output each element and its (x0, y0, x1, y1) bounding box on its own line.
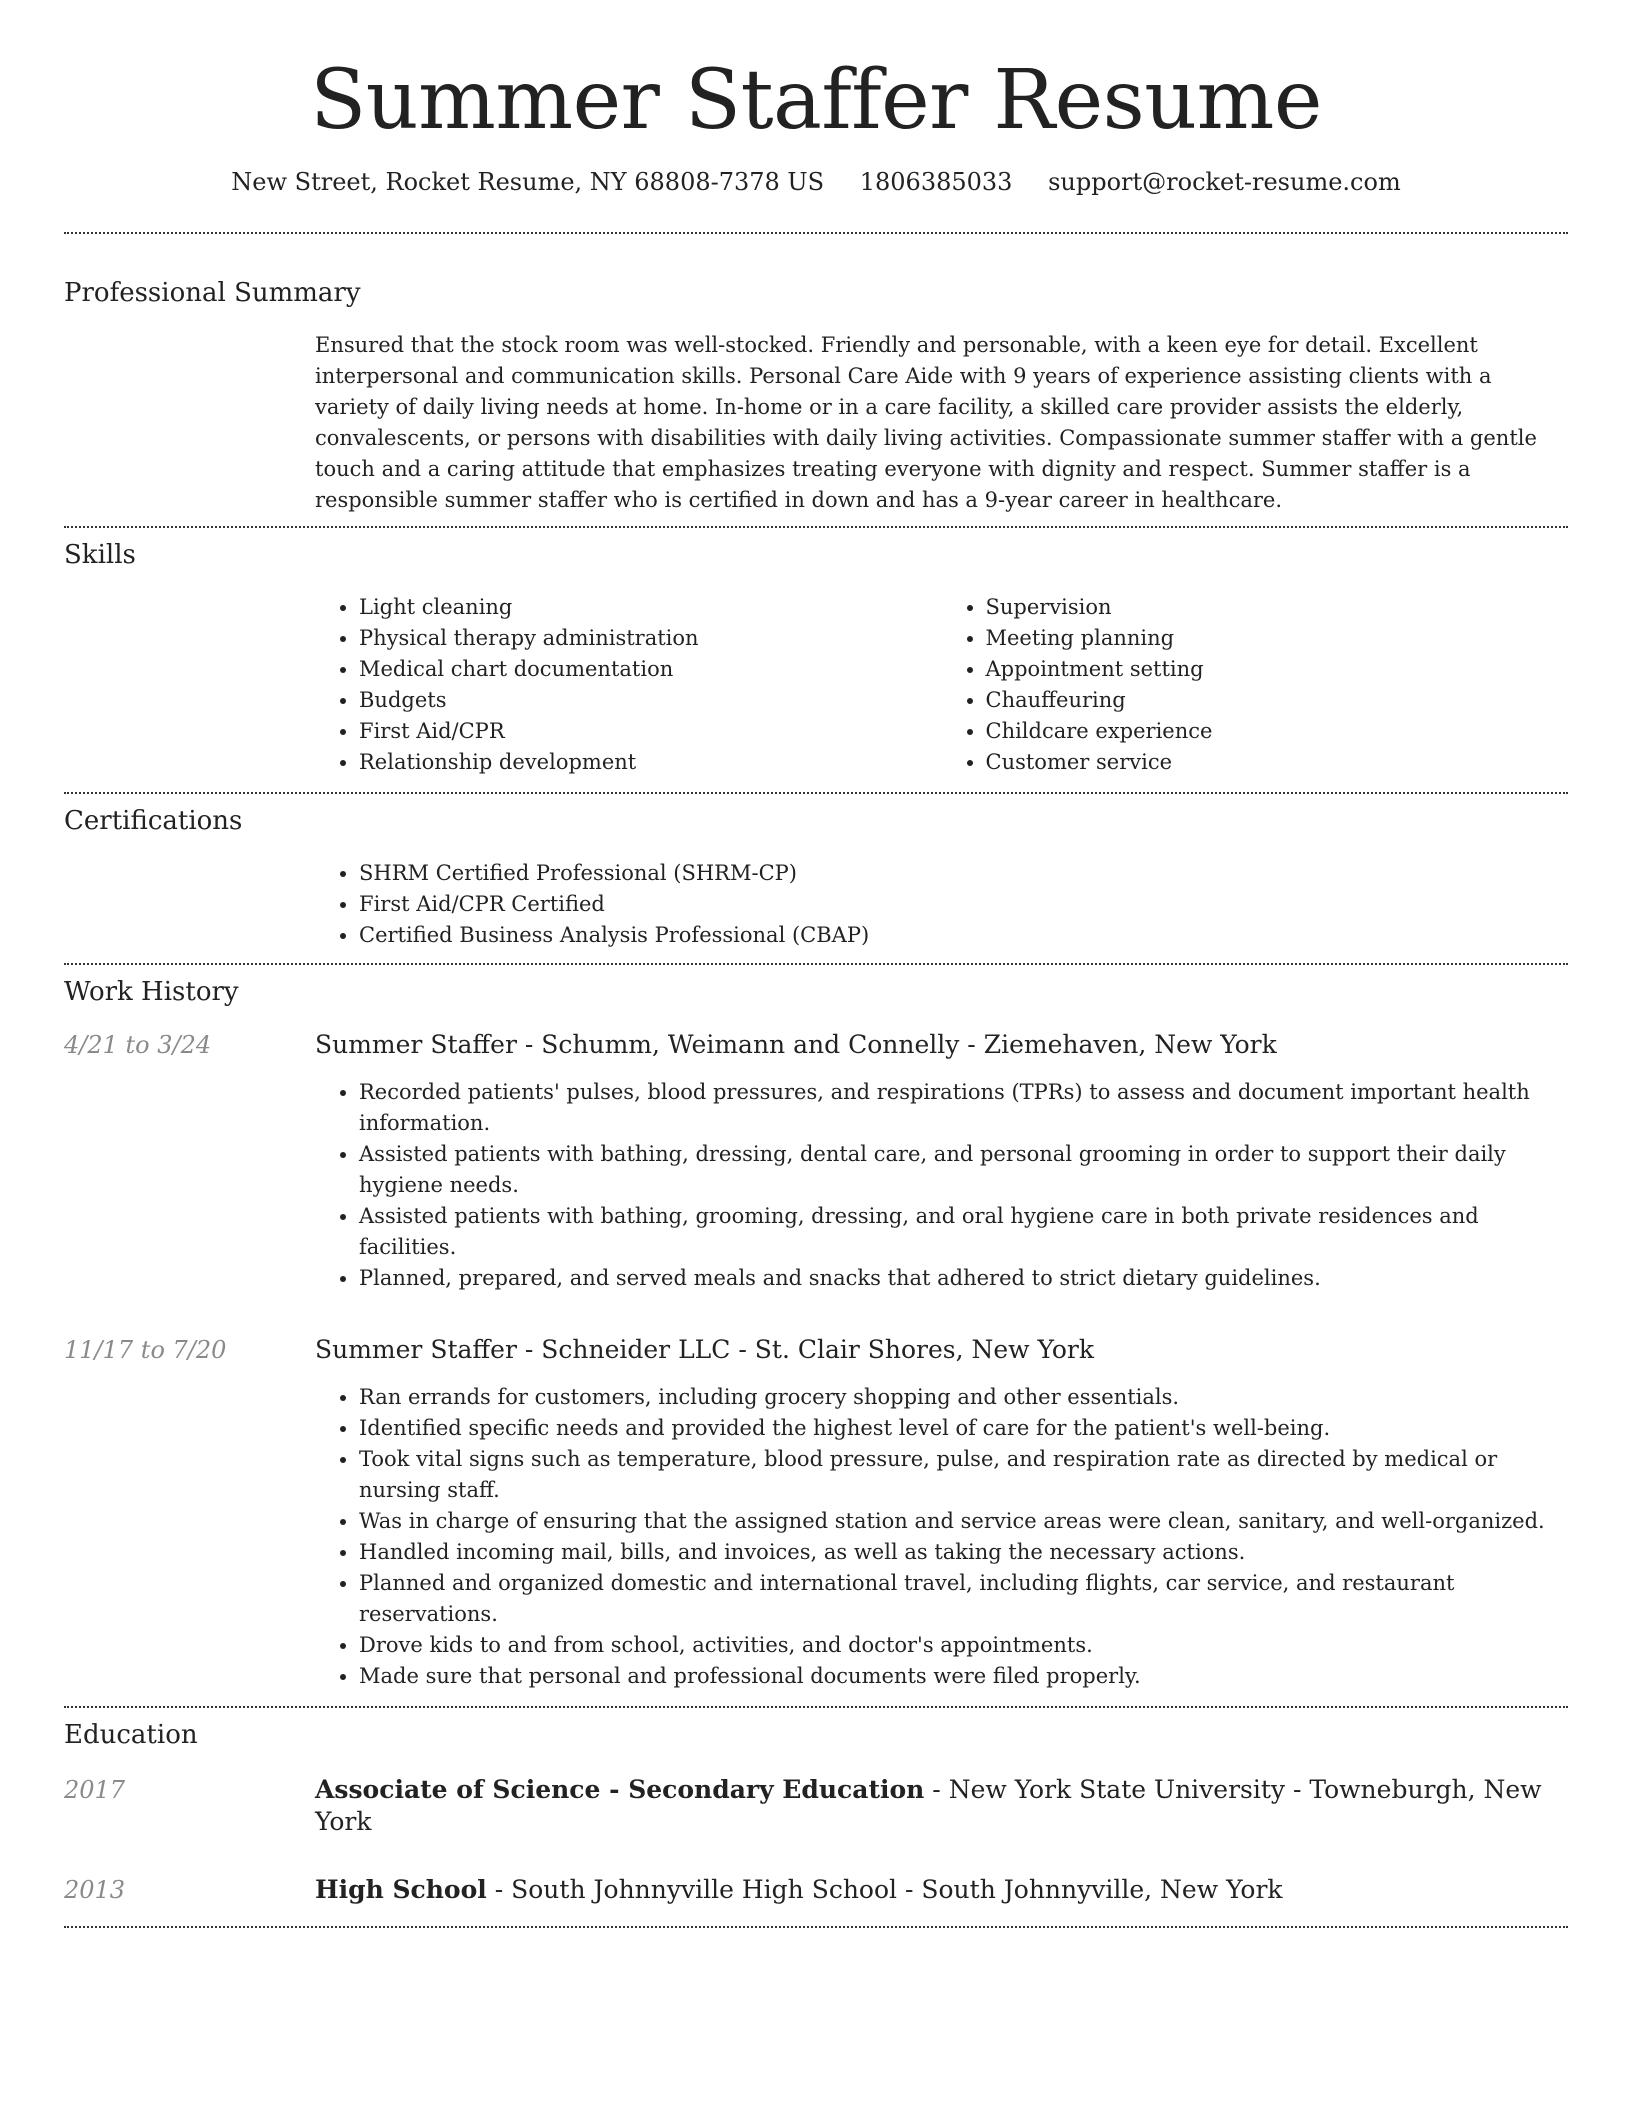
job-heading: Summer Staffer - Schumm, Weimann and Connelly - Ziemehaven, New York (315, 1030, 1277, 1059)
certifications-section (64, 804, 1568, 951)
skill-item: • Chauffeuring (986, 685, 1569, 716)
summary-section (64, 276, 1568, 516)
job-bullet: • Handled incoming mail, bills, and invoices, as well as taking the necessary actions. (359, 1537, 1568, 1568)
education-school: New York State University (948, 1775, 1286, 1804)
job-bullet: • Took vital signs such as temperature, blood pressure, pulse, and respiration rate as directed by medical or nursing staff. (359, 1444, 1568, 1506)
job-entry (64, 1029, 1568, 1294)
certification-item: • First Aid/CPR Certified (359, 889, 1568, 920)
divider (64, 1706, 1568, 1708)
resume-title: Summer Staffer Resume (310, 53, 1322, 148)
job-bullet: • Recorded patients' pulses, blood pressures, and respirations (TPRs) to assess and document important health information. (359, 1077, 1568, 1139)
job-role: Summer Staffer (315, 1335, 517, 1364)
section-title-education: Education (64, 1720, 198, 1750)
education-year: 2013 (64, 1876, 126, 1904)
skill-item: • Physical therapy administration (359, 623, 942, 654)
section-title-summary: Professional Summary (64, 278, 361, 308)
section-title-certifications: Certifications (64, 806, 243, 836)
job-role: Summer Staffer (315, 1030, 517, 1059)
divider (64, 232, 1568, 234)
education-section (64, 1718, 1568, 1906)
skills-list-right (942, 592, 1569, 778)
education-heading: Associate of Science - Secondary Education - New York State University - Towneburgh, New York (315, 1775, 1542, 1836)
education-location: South Johnnyville, New York (921, 1875, 1283, 1904)
work-history-section (64, 975, 1568, 1692)
education-heading: High School - South Johnnyville High School - South Johnnyville, New York (315, 1875, 1283, 1904)
contact-address: New Street, Rocket Resume, NY 68808-7378 US (231, 168, 825, 196)
skill-item: • First Aid/CPR (359, 716, 942, 747)
education-entry (64, 1874, 1568, 1906)
job-dates: 11/17 to 7/20 (64, 1336, 227, 1364)
divider (64, 1926, 1568, 1928)
skill-item: • Medical chart documentation (359, 654, 942, 685)
job-bullet: • Made sure that personal and professional documents were filed properly. (359, 1661, 1568, 1692)
job-bullet: • Was in charge of ensuring that the assigned station and service areas were clean, sanitary, and well-organized. (359, 1506, 1568, 1537)
skills-grid (315, 592, 1568, 778)
skill-item: • Supervision (986, 592, 1569, 623)
job-heading: Summer Staffer - Schneider LLC - St. Clair Shores, New York (315, 1335, 1094, 1364)
certifications-list (315, 858, 1568, 951)
skill-item: • Meeting planning (986, 623, 1569, 654)
divider (64, 792, 1568, 794)
certification-item: • SHRM Certified Professional (SHRM-CP) (359, 858, 1568, 889)
summary-text: Ensured that the stock room was well-stocked. Friendly and personable, with a keen eye for detail. Excellent interpersonal and communication skills. Personal Care Aide with 9 years of experience assisting clients with a variety of daily living needs at home. In-home or in a care facility, a skilled care provider assists the elderly, convalescents, or persons with disabilities with daily living activities. Compassionate summer staffer with a gentle touch and a caring attitude that emphasizes treating everyone with dignity and respect. Summer staffer is a responsible summer staffer who is certified in down and has a 9-year career in healthcare. (315, 333, 1537, 512)
skill-item: • Light cleaning (359, 592, 942, 623)
skills-list-left (315, 592, 942, 778)
job-dates: 4/21 to 3/24 (64, 1031, 212, 1059)
contact-line (64, 166, 1568, 198)
divider (64, 963, 1568, 965)
contact-phone: 1806385033 (859, 168, 1013, 196)
education-school: South Johnnyville High School (511, 1875, 898, 1904)
job-entry (64, 1334, 1568, 1692)
section-title-work-history: Work History (64, 977, 239, 1007)
skill-item: • Customer service (986, 747, 1569, 778)
skill-item: • Childcare experience (986, 716, 1569, 747)
job-bullet: • Planned and organized domestic and international travel, including flights, car service, and restaurant reservations. (359, 1568, 1568, 1630)
job-employer: Schumm, Weimann and Connelly (541, 1030, 960, 1059)
job-employer: Schneider LLC (541, 1335, 731, 1364)
job-bullet: • Planned, prepared, and served meals and snacks that adhered to strict dietary guidelines. (359, 1263, 1568, 1294)
education-location: Towneburgh, New York (315, 1775, 1542, 1836)
job-location: St. Clair Shores, New York (754, 1335, 1094, 1364)
divider (64, 526, 1568, 528)
section-title-skills: Skills (64, 540, 136, 570)
certification-item: • Certified Business Analysis Professional (CBAP) (359, 920, 1568, 951)
education-degree: Associate of Science - Secondary Education (315, 1775, 925, 1804)
education-year: 2017 (64, 1776, 126, 1804)
job-location: Ziemehaven, New York (983, 1030, 1277, 1059)
contact-email: support@rocket-resume.com (1048, 168, 1401, 196)
resume-page (64, 0, 1568, 1928)
skill-item: • Budgets (359, 685, 942, 716)
job-bullets (315, 1077, 1568, 1294)
job-bullet: • Assisted patients with bathing, grooming, dressing, and oral hygiene care in both private residences and facilities. (359, 1201, 1568, 1263)
education-entry (64, 1774, 1568, 1838)
skill-item: • Appointment setting (986, 654, 1569, 685)
job-bullets (315, 1382, 1568, 1692)
job-bullet: • Assisted patients with bathing, dressing, dental care, and personal grooming in order to support their daily hygiene needs. (359, 1139, 1568, 1201)
job-bullet: • Identified specific needs and provided the highest level of care for the patient's well-being. (359, 1413, 1568, 1444)
job-bullet: • Drove kids to and from school, activities, and doctor's appointments. (359, 1630, 1568, 1661)
skill-item: • Relationship development (359, 747, 942, 778)
education-degree: High School (315, 1875, 487, 1904)
skills-section (64, 538, 1568, 778)
job-bullet: • Ran errands for customers, including grocery shopping and other essentials. (359, 1382, 1568, 1413)
